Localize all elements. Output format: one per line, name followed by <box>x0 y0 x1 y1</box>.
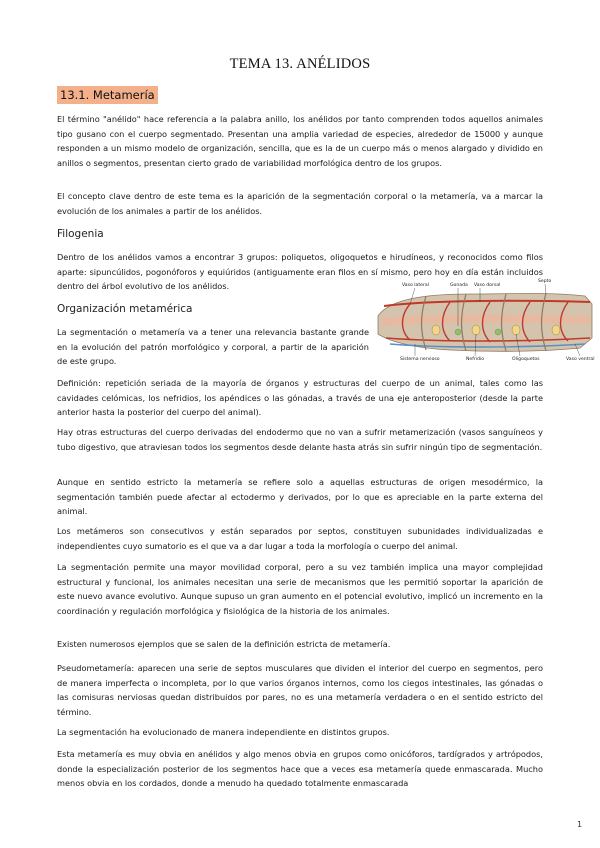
heading-organizacion: Organización metamérica <box>57 303 193 315</box>
paragraph-endodermo: Hay otras estructuras del cuerpo derivadas del endodermo que no van a sufrir metamerización (vasos sanguíneos y tubo digestivo, que atraviesan todos los segmentos desde delante hasta atrás sin sufrir ningún tipo de segmentación. <box>57 427 543 452</box>
document-title: TEMA 13. ANÉLIDOS <box>229 56 371 72</box>
label-vaso-ventral: Vaso ventral <box>566 357 595 361</box>
section-heading: 13.1. Metamería <box>57 86 158 104</box>
paragraph-obvia: Esta metamería es muy obvia en anélidos y algo menos obvia en grupos como onicóforos, tardígrados y artrópodos, donde la especialización posterior de los segmentos hace que a veces esa metamería quede enmascarada. Mucho menos obvia en los cordados, donde a menudo ha quedado totalmente enmascarada <box>57 749 543 789</box>
paragraph-evolucion-independiente: La segmentación ha evolucionado de manera independiente en distintos grupos. <box>57 727 390 737</box>
annelid-segment-figure <box>370 276 600 361</box>
paragraph-movilidad: La segmentación permite una mayor movilidad corporal, pero a su vez también implica una mayor complejidad estructural y funcional, los animales necesitan una serie de mecanismos que les permitió soportar la aparición de este nuevo avance evolutivo. Aunque supuso un gran aumento en el potencial evolutivo, implicó un incremento en la coordinación y regulación morfológica y fisiológica de la historia de los animales. <box>57 562 543 616</box>
paragraph-key-concept: El concepto clave dentro de este tema es la aparición de la segmentación corporal o la metamería, va a marcar la evolución de los animales a partir de los anélidos. <box>57 191 543 216</box>
heading-filogenia: Filogenia <box>57 228 104 240</box>
label-gonada: Gonada <box>450 283 468 288</box>
page-number: 1 <box>577 820 583 829</box>
label-vaso-dorsal: Vaso dorsal <box>474 283 501 288</box>
paragraph-metameros: Los metámeros son consecutivos y están separados por septos, constituyen subunidades individualizadas e independientes cuyo sumatorio es el que va a dar lugar a toda la morfología o cuerpo del animal. <box>57 526 543 551</box>
label-sistema-nervioso: Sistema nervioso <box>400 357 440 361</box>
label-oligoqueto: Oligoquetos <box>512 357 540 361</box>
label-vaso-lateral: Vaso lateral <box>402 283 429 288</box>
annelid-diagram <box>370 276 600 361</box>
paragraph-pseudometameria: Pseudometamería: aparecen una serie de septos musculares que dividen el interior del cuerpo en segmentos, pero de manera imperfecta o incompleta, por lo que varios órganos internos, como los ciegos intestinales, las gónadas o las comisuras nerviosas quedan distribuidos por pares, no es una metamería verdadera o en el sentido estricto del término. <box>57 663 543 717</box>
paragraph-ejemplos: Existen numerosos ejemplos que se salen de la definición estricta de metamería. <box>57 639 391 649</box>
paragraph-sentido-estricto: Aunque en sentido estricto la metamería se refiere solo a aquellas estructuras de origen mesodérmico, la segmentación también puede afectar al ectodermo y derivados, por lo que es apreciable en la parte externa del animal. <box>57 477 543 517</box>
digestive-tube <box>382 319 590 322</box>
paragraph-definicion: Definición: repetición seriada de la mayoría de órganos y estructuras del cuerpo de un animal, tales como las cavidades celómicas, los nefridios, los apéndices o las gónadas, a través de una eje anteroposterior (desde la parte anterior hasta la posterior del cuerpo del animal). <box>57 378 543 418</box>
paragraph-intro: El término "anélido" hace referencia a la palabra anillo, los anélidos por tanto comprenden todos aquellos animales tipo gusano con el cuerpo segmentado. Presentan una amplia variedad de especies, alrededor de 15000 y aunque responden a un mismo modelo de organización, sencilla, que es la de un cuerpo más o menos alargado y dividido en anillos o segmentos, presentan cierto grado de variabilidad morfológica dentro de los grupos. <box>57 114 543 168</box>
paragraph-filogenia: Dentro de los anélidos vamos a encontrar 3 grupos: poliquetos, oligoquetos e hirudíneos, y reconocidos como filos aparte: sipuncúlidos, pogonóforos y equiúridos (antiguamente eran filos en sí mismo, pero hoy en día están incluidos dentro del árbol evolutivo de los anélidos. <box>57 252 543 292</box>
paragraph-organizacion: La segmentación o metamería va a tener una relevancia bastante grande en la evolución del patrón morfológico y corporal, a partir de la aparición de este grupo. <box>57 327 369 367</box>
label-septo: Septo <box>538 279 552 284</box>
label-nefridio: Nefridio <box>466 357 485 361</box>
